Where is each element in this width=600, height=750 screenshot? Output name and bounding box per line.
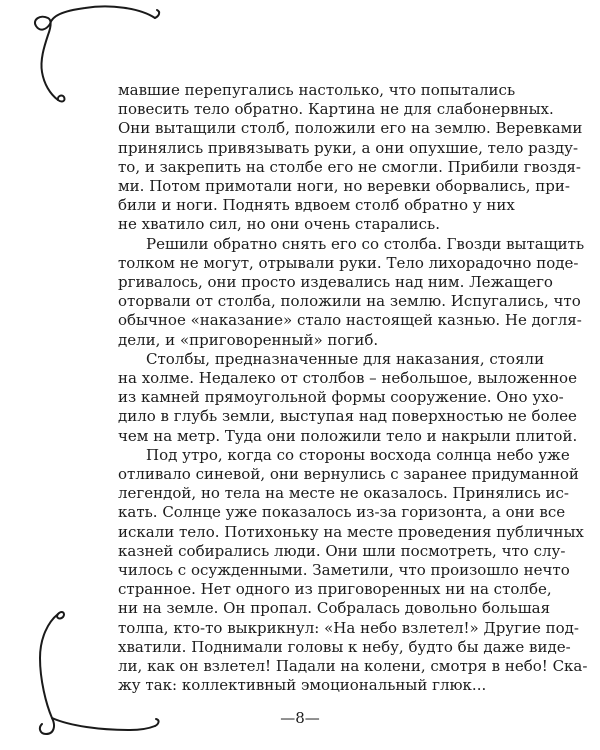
text-line: ми. Потом примотали ноги, но веревки оборвались, при- bbox=[118, 177, 570, 196]
text-line: кать. Солнце уже показалось из-за горизонта, а они все bbox=[118, 503, 566, 522]
text-line: ни на земле. Он пропал. Собралась довольно большая bbox=[118, 599, 551, 618]
text-line: повесить тело обратно. Картина не для слабонервных. bbox=[118, 100, 554, 119]
text-line: Решили обратно снять его со столба. Гвозди вытащить bbox=[146, 234, 585, 253]
text-line: не хватило сил, но они очень старались. bbox=[118, 215, 440, 234]
text-line: чилось с осужденными. Заметили, что произошло нечто bbox=[118, 561, 570, 580]
paragraph bbox=[118, 349, 578, 446]
text-line: оторвали от столба, положили на землю. Испугались, что bbox=[118, 292, 581, 311]
text-line: принялись привязывать руки, а они опухшие, тело разду- bbox=[118, 138, 579, 157]
text-line: Столбы, предназначенные для наказания, стояли bbox=[146, 349, 545, 368]
text-line: толком не могут, отрывали руки. Тело лихорадочно поде- bbox=[118, 253, 579, 272]
text-line: били и ноги. Поднять вдвоем столб обратно у них bbox=[118, 196, 515, 215]
text-line: искали тело. Потихоньку на месте проведения публичных bbox=[118, 522, 584, 541]
text-line: толпа, кто-то выкрикнул: «На небо взлетел!» Другие под- bbox=[118, 618, 579, 637]
text-line: на холме. Недалеко от столбов – небольшое, выложенное bbox=[118, 369, 577, 388]
text-line: ли, как он взлетел! Падали на колени, смотря в небо! Ска- bbox=[118, 657, 588, 676]
text-line: легендой, но тела на месте не оказалось. Принялись ис- bbox=[118, 484, 569, 503]
text-line: то, и закрепить на столбе его не смогли. Прибили гвоздя- bbox=[118, 157, 581, 176]
text-line: казней собирались люди. Они шли посмотреть, что слу- bbox=[118, 541, 566, 560]
text-line: из камней прямоугольной формы сооружение. Оно ухо- bbox=[118, 388, 564, 407]
bottom-left-flourish-ornament bbox=[0, 600, 180, 750]
text-line: чем на метр. Туда они положили тело и накрыли плитой. bbox=[118, 426, 578, 445]
text-line: странное. Нет одного из приговоренных ни на столбе, bbox=[118, 580, 552, 599]
text-line: дели, и «приговоренный» погиб. bbox=[118, 330, 379, 349]
text-line: хватили. Поднимали головы к небу, будто бы даже виде- bbox=[118, 637, 571, 656]
text-line: отливало синевой, они вернулись с заранее придуманной bbox=[118, 465, 579, 484]
text-line: Под утро, когда со стороны восхода солнца небо уже bbox=[146, 445, 570, 464]
text-line: жу так: коллективный эмоциональный глюк... bbox=[118, 676, 487, 695]
paragraph bbox=[118, 234, 585, 350]
text-line: дило в глубь земли, выступая над поверхностью не более bbox=[118, 407, 577, 426]
text-line: обычное «наказание» стало настоящей казнью. Не догля- bbox=[118, 311, 582, 330]
text-line: ргивалось, они просто издевались над ним. Лежащего bbox=[118, 273, 553, 292]
page-number: —8— bbox=[280, 709, 320, 727]
text-line: Они вытащили столб, положили его на землю. Веревками bbox=[118, 119, 583, 138]
text-line: мавшие перепугались настолько, что попытались bbox=[118, 81, 516, 99]
paragraph bbox=[118, 81, 583, 235]
